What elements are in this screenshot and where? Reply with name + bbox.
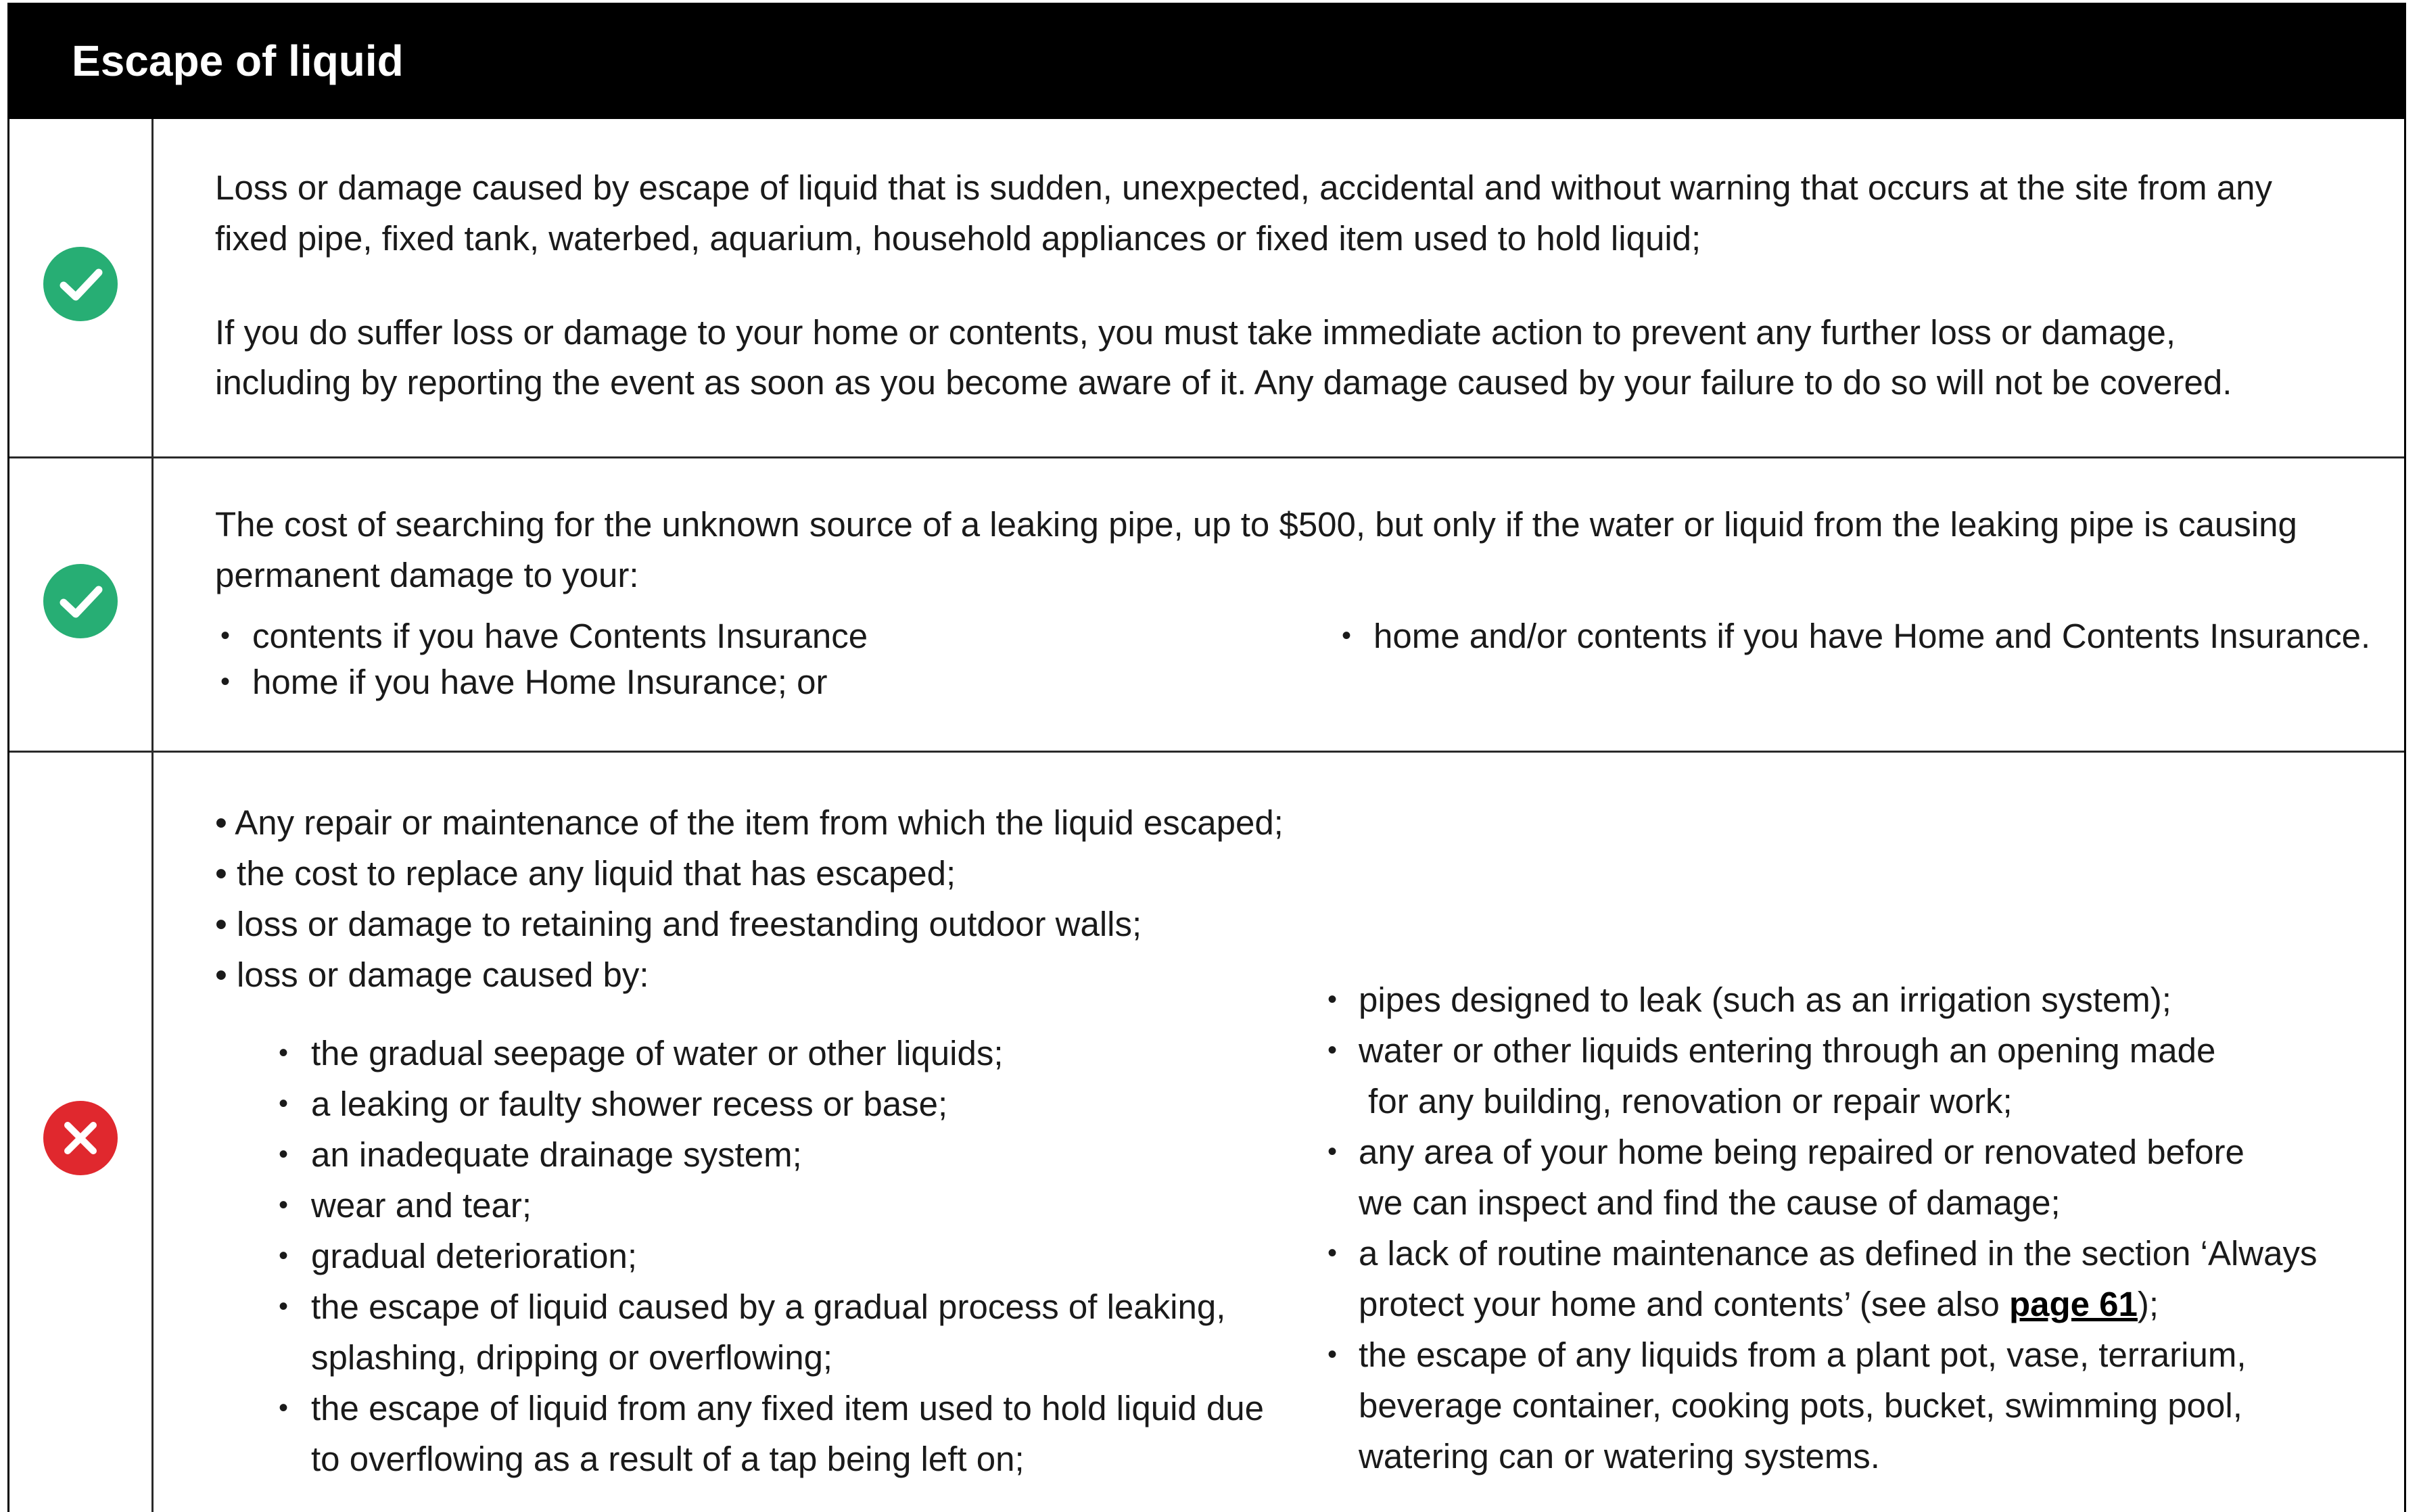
page-61-link[interactable]: page 61 (2008, 1285, 2138, 1323)
row-content (154, 458, 2404, 751)
bullet-icon: • (279, 1393, 289, 1423)
status-cell (9, 753, 154, 1512)
bullet-icon: • (279, 1190, 289, 1220)
paragraph-line: including by reporting the event as soon as you become aware of it. Any damage caused by your failure to do so will not be covered. (215, 363, 2232, 402)
bullet-icon: • (279, 1089, 289, 1118)
sub-exclusion: we can inspect and find the cause of damage; (1359, 1183, 2061, 1222)
intro-line: The cost of searching for the unknown source of a leaking pipe, up to $500, but only if the water or liquid from the leaking pipe is causing (215, 505, 2297, 544)
bullet-icon: • (1342, 621, 1352, 651)
sub-exclusion: a lack of routine maintenance as defined in the section ‘Always (1359, 1234, 2318, 1273)
sub-exclusion: any area of your home being repaired or renovated before (1359, 1133, 2244, 1171)
row-content (154, 119, 2404, 456)
bullet-item: contents if you have Contents Insurance (252, 617, 868, 655)
exclusion-item: • loss or damage caused by: (215, 955, 649, 994)
bullet-icon: • (279, 1241, 289, 1271)
exclusion-item: • Any repair or maintenance of the item from which the liquid escaped; (215, 803, 1284, 842)
sub-exclusion: to overflowing as a result of a tap being left on; (311, 1440, 1025, 1478)
sub-exclusion: the escape of liquid from any fixed item used to hold liquid due (311, 1389, 1265, 1427)
sub-exclusion: splashing, dripping or overflowing; (311, 1338, 833, 1377)
status-cell (9, 458, 154, 751)
bullet-icon: • (220, 667, 231, 696)
exclusion-item: • loss or damage to retaining and freestanding outdoor walls; (215, 905, 1142, 943)
bullet-icon: • (1327, 1340, 1338, 1369)
bullet-icon: • (279, 1139, 289, 1169)
cover-table (7, 3, 2406, 1512)
intro-line: permanent damage to your: (215, 556, 639, 594)
paragraph-line: Loss or damage caused by escape of liquid that is sudden, unexpected, accidental and without warning that occurs at the site from any (215, 168, 2272, 207)
excluded-row (9, 753, 2404, 1512)
bullet-icon: • (1327, 1137, 1338, 1166)
sub-exclusion: beverage container, cooking pots, bucket, swimming pool, (1359, 1386, 2242, 1425)
sub-exclusion: pipes designed to leak (such as an irrigation system); (1359, 981, 2171, 1019)
covered-row-leak-search (9, 458, 2404, 753)
bullet-icon: • (1327, 1035, 1338, 1065)
exclusion-item: • the cost to replace any liquid that has escaped; (215, 854, 956, 893)
check-circle-icon (43, 247, 118, 321)
bullet-item: home if you have Home Insurance; or (252, 663, 828, 701)
sub-exclusion: watering can or watering systems. (1359, 1437, 1880, 1475)
covered-row-escape (9, 119, 2404, 458)
sub-exclusion: the gradual seepage of water or other liquids; (311, 1034, 1004, 1072)
sub-exclusion: gradual deterioration; (311, 1237, 637, 1275)
sub-exclusion: for any building, renovation or repair work; (1359, 1082, 2013, 1120)
sub-exclusion: water or other liquids entering through an opening made (1359, 1031, 2216, 1070)
bullet-icon: • (1327, 985, 1338, 1014)
bullet-icon: • (220, 621, 231, 651)
sub-exclusion: an inadequate drainage system; (311, 1135, 802, 1174)
check-circle-icon (43, 564, 118, 638)
sub-exclusion: the escape of liquid caused by a gradual process of leaking, (311, 1287, 1226, 1326)
status-cell (9, 119, 154, 456)
cross-circle-icon (43, 1101, 118, 1175)
sub-exclusion: a leaking or faulty shower recess or base; (311, 1085, 948, 1123)
bullet-item: home and/or contents if you have Home and Contents Insurance. (1373, 617, 2371, 655)
bullet-icon: • (1327, 1238, 1338, 1268)
sub-exclusion-text: ); (2137, 1285, 2159, 1323)
sub-exclusion: the escape of any liquids from a plant pot, vase, terrarium, (1359, 1336, 2247, 1374)
bullet-icon: • (279, 1038, 289, 1068)
bullet-icon: • (279, 1292, 289, 1321)
paragraph-line: If you do suffer loss or damage to your home or contents, you must take immediate action to prevent any further loss or damage, (215, 313, 2176, 352)
section-header (9, 3, 2404, 119)
sub-exclusion-with-link (1359, 1279, 2159, 1329)
sub-exclusion: wear and tear; (311, 1186, 532, 1225)
section-title: Escape of liquid (72, 37, 404, 85)
sub-exclusion-text: protect your home and contents’ (see also (1359, 1285, 2009, 1323)
row-content (154, 753, 2404, 1512)
paragraph-line: fixed pipe, fixed tank, waterbed, aquarium, household appliances or fixed item used to hold liquid; (215, 219, 1701, 258)
